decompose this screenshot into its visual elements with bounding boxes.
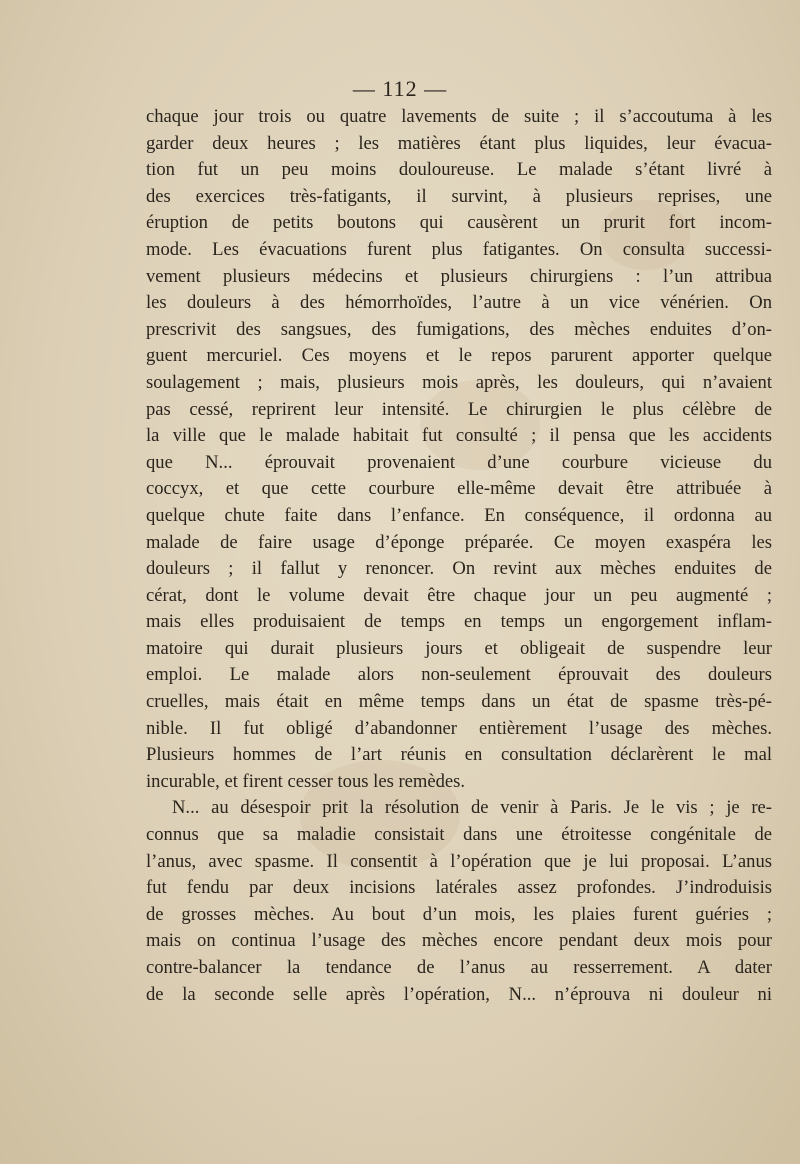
- text-line: pas cessé, reprirent leur intensité. Le chirurgien le plus célèbre de: [146, 398, 772, 420]
- text-line: Plusieurs hommes de l’art réunis en consultation déclarèrent le mal: [146, 744, 772, 766]
- text-line: chaque jour trois ou quatre lavements de suite ; il s’accoutuma à les: [146, 106, 772, 127]
- text-line: mais on continua l’usage des mèches encore pendant deux mois pour: [146, 930, 772, 952]
- body-text: [146, 104, 772, 1008]
- text-line: coccyx, et que cette courbure elle-même devait être attribuée à: [146, 478, 772, 500]
- text-line: contre-balancer la tendance de l’anus au resserrement. A dater: [146, 957, 772, 978]
- text-line: malade de faire usage d’éponge préparée. Ce moyen exaspéra les: [146, 531, 772, 553]
- text-line: cérat, dont le volume devait être chaque jour un peu augmenté ;: [146, 584, 772, 606]
- text-line-paragraph-end: incurable, et firent cesser tous les remèdes.: [146, 770, 466, 792]
- text-line: de la seconde selle après l’opération, N... n’éprouva ni douleur ni: [146, 983, 772, 1005]
- text-line: mais elles produisaient de temps en temps un engorgement inflam-: [146, 611, 772, 633]
- text-line: cruelles, mais était en même temps dans un état de spasme très-pé-: [146, 691, 772, 713]
- text-line: l’anus, avec spasme. Il consentit à l’opération que je lui proposai. L’anus: [146, 850, 772, 872]
- text-line: connus que sa maladie consistait dans une étroitesse congénitale de: [146, 824, 772, 846]
- text-line: que N... éprouvait provenaient d’une courbure vicieuse du: [146, 451, 772, 473]
- text-line: éruption de petits boutons qui causèrent un prurit fort incom-: [146, 212, 772, 234]
- text-line: soulagement ; mais, plusieurs mois après, les douleurs, qui n’avaient: [146, 371, 772, 393]
- page-number: — 112 —: [352, 76, 448, 101]
- text-line: garder deux heures ; les matières étant plus liquides, leur évacua-: [146, 132, 772, 154]
- text-line: des exercices très-fatigants, il survint, à plusieurs reprises, une: [146, 185, 772, 207]
- text-line: quelque chute faite dans l’enfance. En conséquence, il ordonna au: [146, 504, 772, 526]
- text-line: emploi. Le malade alors non-seulement éprouvait des douleurs: [146, 664, 772, 686]
- text-line: de grosses mèches. Au bout d’un mois, les plaies furent guéries ;: [146, 903, 772, 925]
- text-line: nible. Il fut obligé d’abandonner entièrement l’usage des mèches.: [146, 717, 772, 739]
- text-line: vement plusieurs médecins et plusieurs chirurgiens : l’un attribua: [146, 265, 772, 287]
- text-line: mode. Les évacuations furent plus fatigantes. On consulta successi-: [146, 238, 772, 260]
- text-line: guent mercuriel. Ces moyens et le repos parurent apporter quelque: [146, 345, 772, 367]
- text-line: prescrivit des sangsues, des fumigations, des mèches enduites d’on-: [146, 318, 772, 340]
- text-line: douleurs ; il fallut y renoncer. On revint aux mèches enduites de: [146, 558, 772, 580]
- text-line: les douleurs à des hémorrhoïdes, l’autre à un vice vénérien. On: [146, 292, 772, 314]
- text-line: fut fendu par deux incisions latérales assez profondes. J’indroduisis: [146, 877, 772, 899]
- text-line: matoire qui durait plusieurs jours et obligeait de suspendre leur: [146, 637, 772, 659]
- text-line: la ville que le malade habitait fut consulté ; il pensa que les accidents: [146, 425, 772, 447]
- text-line: tion fut un peu moins douloureuse. Le malade s’étant livré à: [146, 159, 772, 181]
- text-line-paragraph-start: N... au désespoir prit la résolution de venir à Paris. Je le vis ; je re-: [172, 797, 772, 819]
